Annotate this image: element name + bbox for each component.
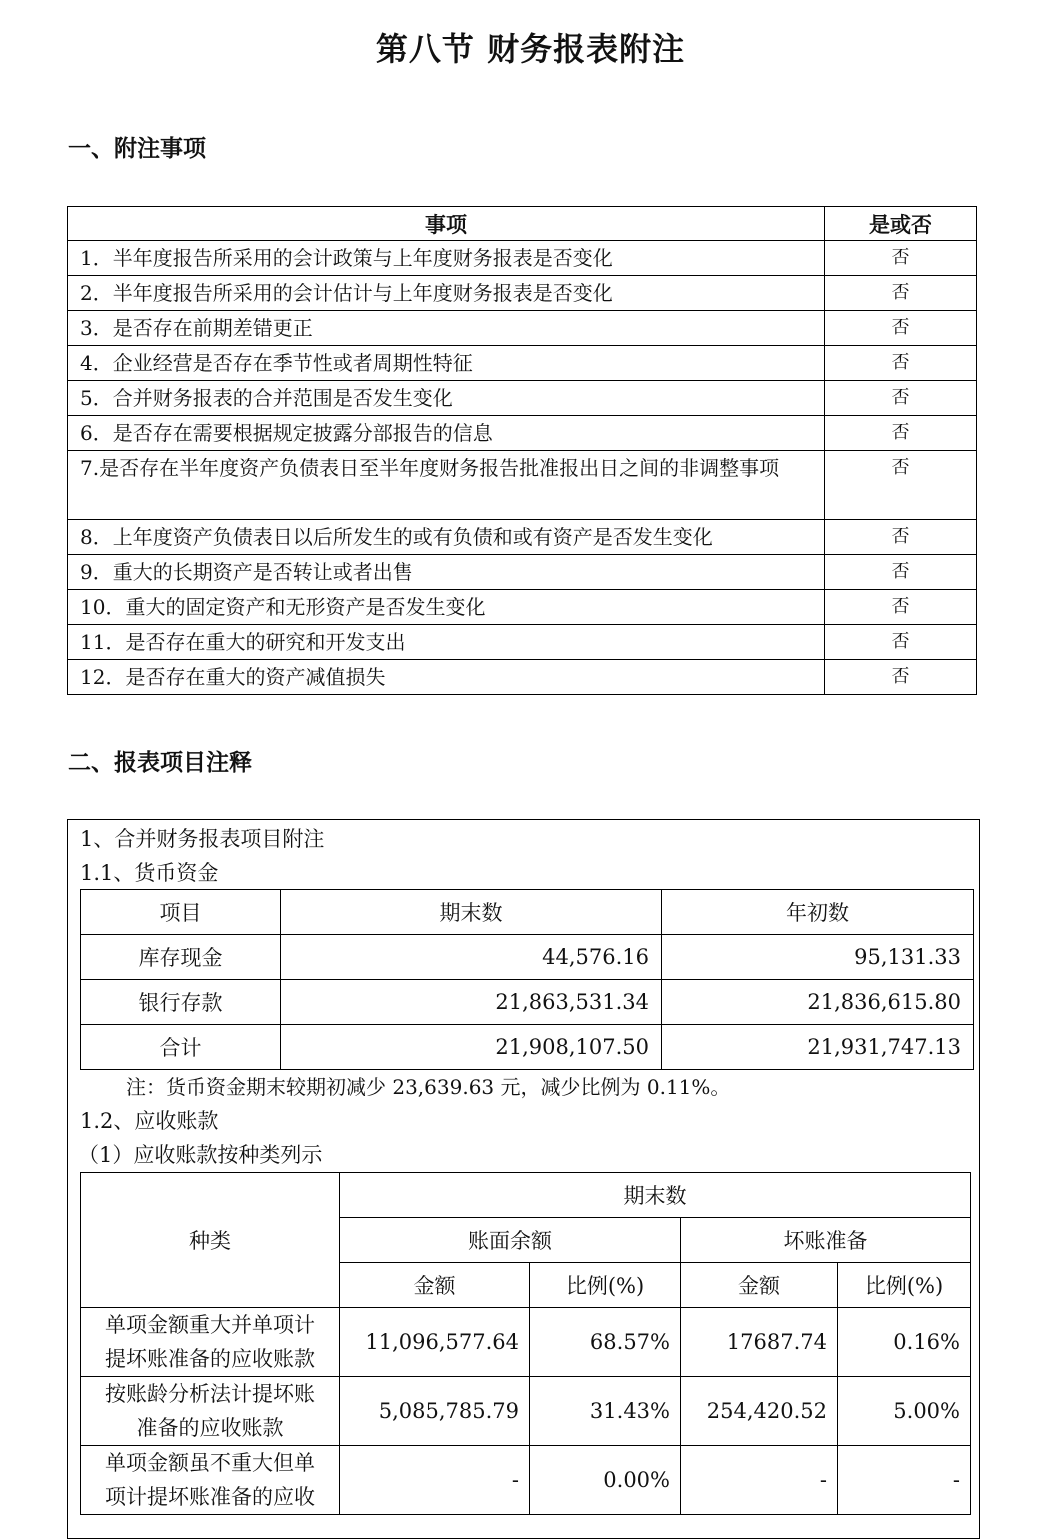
year-begin-value: 95,131.33: [662, 935, 974, 980]
table-header-row: [68, 207, 977, 241]
column-header-amount: 金额: [681, 1263, 838, 1308]
note-answer: 否: [825, 416, 977, 451]
note-answer: 否: [825, 451, 977, 520]
note-answer: 否: [825, 276, 977, 311]
note-item: 9．重大的长期资产是否转让或者出售: [68, 555, 825, 590]
table-row: [81, 1308, 971, 1377]
table-row: [68, 590, 977, 625]
period-end-value: 44,576.16: [281, 935, 662, 980]
period-end-value: 21,908,107.50: [281, 1025, 662, 1070]
note-item: 10．重大的固定资产和无形资产是否发生变化: [68, 590, 825, 625]
column-header-kind: 种类: [81, 1173, 340, 1308]
note-item: 5．合并财务报表的合并范围是否发生变化: [68, 381, 825, 416]
table-header-row: [81, 1173, 971, 1218]
book-amount: -: [340, 1446, 530, 1515]
note-item: 4．企业经营是否存在季节性或者周期性特征: [68, 346, 825, 381]
book-ratio: 31.43%: [530, 1377, 681, 1446]
table-row: [68, 660, 977, 695]
book-amount: 5,085,785.79: [340, 1377, 530, 1446]
table-row: [68, 241, 977, 276]
column-header-item: 项目: [81, 890, 281, 935]
table-header-row: [81, 890, 974, 935]
receivables-by-type-title: （1）应收账款按种类列示: [78, 1143, 323, 1167]
section-heading-notes: 一、附注事项: [68, 136, 206, 162]
note-item: 8．上年度资产负债表日以后所发生的或有负债和或有资产是否发生变化: [68, 520, 825, 555]
cash-note: 注：货币资金期末较期初减少 23,639.63 元，减少比例为 0.11%。: [126, 1075, 731, 1099]
book-ratio: 0.00%: [530, 1446, 681, 1515]
notes-table: [67, 206, 977, 695]
year-begin-value: 21,931,747.13: [662, 1025, 974, 1070]
note-answer: 否: [825, 590, 977, 625]
note-answer: 否: [825, 555, 977, 590]
book-amount: 11,096,577.64: [340, 1308, 530, 1377]
cash-table: [80, 889, 974, 1070]
column-header-period-end: 期末数: [281, 890, 662, 935]
table-row: [68, 451, 977, 520]
period-end-value: 21,863,531.34: [281, 980, 662, 1025]
table-row: [68, 381, 977, 416]
column-header-answer: 是或否: [825, 207, 977, 241]
column-header-book-balance: 账面余额: [340, 1218, 681, 1263]
page-title: 第八节 财务报表附注: [375, 30, 686, 68]
column-header-bad-debt: 坏账准备: [681, 1218, 971, 1263]
bad-debt-ratio: 5.00%: [838, 1377, 971, 1446]
cash-subsection-title: 1.1、货币资金: [80, 861, 219, 885]
table-row: [68, 276, 977, 311]
table-row: [81, 935, 974, 980]
note-item: 7.是否存在半年度资产负债表日至半年度财务报告批准报出日之间的非调整事项: [68, 451, 825, 520]
bad-debt-amount: 254,420.52: [681, 1377, 838, 1446]
table-row: [68, 416, 977, 451]
receivable-kind: 按账龄分析法计提坏账准备的应收账款: [81, 1377, 340, 1446]
table-row: [68, 346, 977, 381]
note-answer: 否: [825, 381, 977, 416]
table-row: [68, 520, 977, 555]
note-item: 2．半年度报告所采用的会计估计与上年度财务报表是否变化: [68, 276, 825, 311]
column-header-ratio: 比例(%): [530, 1263, 681, 1308]
note-answer: 否: [825, 311, 977, 346]
table-row: [81, 1446, 971, 1515]
column-header-item: 事项: [68, 207, 825, 241]
table-row: [68, 555, 977, 590]
note-item: 11．是否存在重大的研究和开发支出: [68, 625, 825, 660]
year-begin-value: 21,836,615.80: [662, 980, 974, 1025]
row-label: 库存现金: [81, 935, 281, 980]
table-row: [68, 311, 977, 346]
bad-debt-amount: -: [681, 1446, 838, 1515]
note-answer: 否: [825, 241, 977, 276]
table-row: [81, 980, 974, 1025]
book-ratio: 68.57%: [530, 1308, 681, 1377]
receivable-kind: 单项金额虽不重大但单项计提坏账准备的应收: [81, 1446, 340, 1515]
receivable-kind: 单项金额重大并单项计提坏账准备的应收账款: [81, 1308, 340, 1377]
receivables-table: [80, 1172, 971, 1515]
section-heading-statement-items: 二、报表项目注释: [68, 750, 252, 776]
note-answer: 否: [825, 660, 977, 695]
column-header-period-end: 期末数: [340, 1173, 971, 1218]
statement-notes-box: [67, 819, 980, 1539]
column-header-ratio: 比例(%): [838, 1263, 971, 1308]
row-label: 合计: [81, 1025, 281, 1070]
table-row: [81, 1025, 974, 1070]
note-answer: 否: [825, 520, 977, 555]
receivables-subsection-title: 1.2、应收账款: [80, 1109, 219, 1133]
bad-debt-amount: 17687.74: [681, 1308, 838, 1377]
row-label: 银行存款: [81, 980, 281, 1025]
column-header-amount: 金额: [340, 1263, 530, 1308]
subsection-title: 1、合并财务报表项目附注: [80, 827, 325, 851]
table-row: [81, 1377, 971, 1446]
note-item: 12．是否存在重大的资产减值损失: [68, 660, 825, 695]
column-header-year-begin: 年初数: [662, 890, 974, 935]
note-item: 3．是否存在前期差错更正: [68, 311, 825, 346]
note-answer: 否: [825, 625, 977, 660]
bad-debt-ratio: 0.16%: [838, 1308, 971, 1377]
note-item: 6．是否存在需要根据规定披露分部报告的信息: [68, 416, 825, 451]
table-row: [68, 625, 977, 660]
note-answer: 否: [825, 346, 977, 381]
note-item: 1．半年度报告所采用的会计政策与上年度财务报表是否变化: [68, 241, 825, 276]
bad-debt-ratio: -: [838, 1446, 971, 1515]
